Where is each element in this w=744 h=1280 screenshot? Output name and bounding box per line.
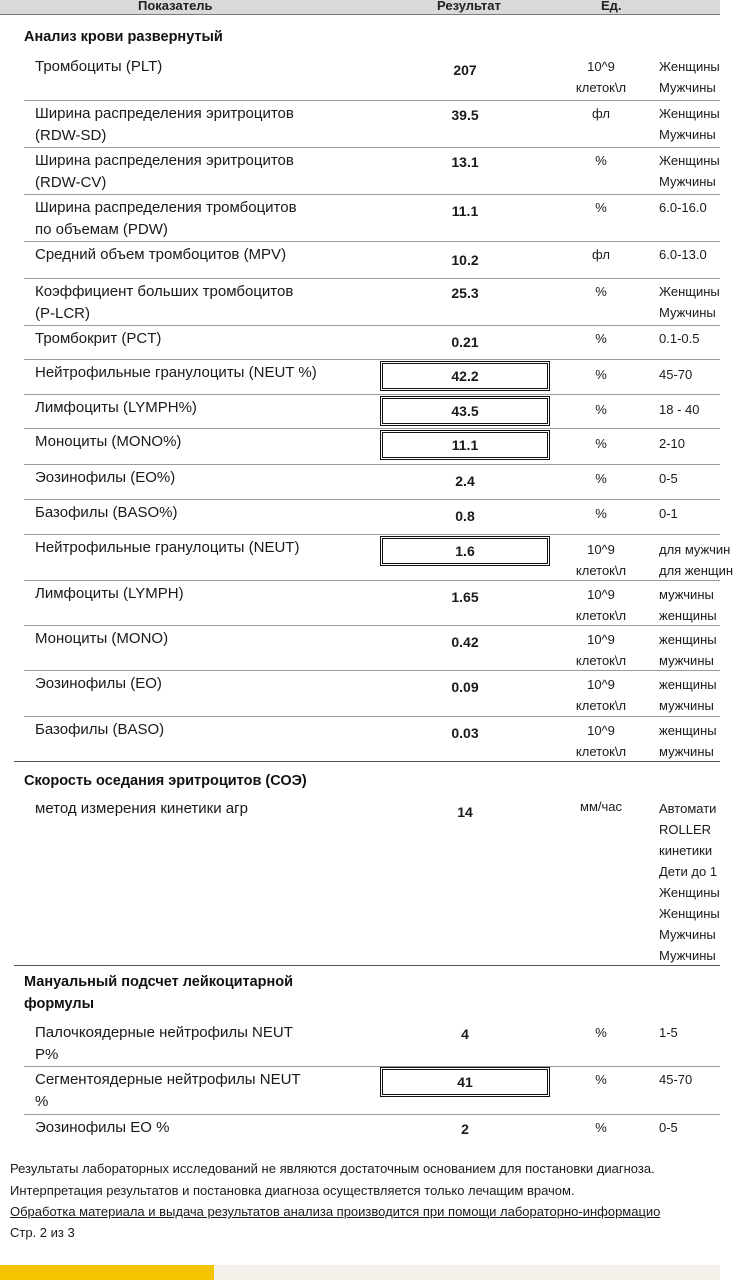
parameter-name xyxy=(35,537,355,559)
unit-cell xyxy=(554,56,648,98)
result-value: 2.4 xyxy=(455,473,475,489)
table-row xyxy=(24,1020,720,1067)
result-value: 39.5 xyxy=(451,107,479,123)
esr-ref-line: кинетики xyxy=(659,843,713,858)
unit-line: фл xyxy=(592,106,610,121)
table-row xyxy=(24,465,720,500)
esr-ref-line: Женщины xyxy=(659,885,720,900)
parameter-name xyxy=(35,673,355,695)
esr-unit: мм/час xyxy=(580,799,622,814)
unit-line: % xyxy=(595,506,607,521)
reference-line: Женщины xyxy=(659,59,720,74)
unit-line: 10^9 xyxy=(587,632,615,647)
unit-cell xyxy=(554,328,648,349)
result-value: 13.1 xyxy=(451,154,479,170)
parameter-name-line: (P-LCR) xyxy=(35,305,90,322)
footer-disclaimer: Результаты лабораторных исследований не являются достаточным основанием для постановки диагноза. xyxy=(10,1161,655,1176)
reference-line: Мужчины xyxy=(659,80,716,95)
reference-line: мужчины xyxy=(659,653,714,668)
parameter-name-line: Тромбокрит (PCT) xyxy=(35,330,162,347)
unit-cell xyxy=(554,720,648,762)
table-row xyxy=(24,626,720,671)
reference-range xyxy=(659,503,744,524)
unit-line: клеток\л xyxy=(575,563,627,578)
reference-line: 2-10 xyxy=(659,436,686,451)
table-row xyxy=(24,242,720,279)
unit-line: клеток\л xyxy=(575,698,627,713)
table-row xyxy=(24,671,720,717)
parameter-name xyxy=(35,328,355,350)
parameter-name xyxy=(35,197,355,241)
parameter-name xyxy=(35,103,355,147)
reference-line: Мужчины xyxy=(659,127,716,142)
reference-line: 0-1 xyxy=(659,506,678,521)
reference-line: женщины xyxy=(659,608,717,623)
section-title-manual-line: формулы xyxy=(24,996,95,1012)
reference-range: 1-5 xyxy=(659,1025,678,1040)
table-row xyxy=(24,360,720,395)
reference-line: Мужчины xyxy=(659,305,716,320)
esr-row xyxy=(24,796,720,966)
result-value: 11.1 xyxy=(451,203,479,219)
reference-line: 45-70 xyxy=(659,367,693,382)
unit-line: % xyxy=(595,331,607,346)
parameter-name xyxy=(35,628,355,650)
parameter-name-line: Средний объем тромбоцитов (MPV) xyxy=(35,246,287,263)
reference-range xyxy=(659,674,744,716)
reference-line: мужчины xyxy=(659,698,714,713)
parameter-name-line: Эозинофилы EO % xyxy=(35,1119,170,1136)
unit-cell: % xyxy=(595,1120,607,1135)
parameter-name xyxy=(35,1069,355,1113)
parameter-name xyxy=(35,1022,355,1066)
reference-line: 18 - 40 xyxy=(659,402,700,417)
table-row xyxy=(24,1067,720,1115)
unit-cell xyxy=(554,539,648,581)
reference-range xyxy=(659,281,744,323)
section-title-manual xyxy=(24,971,293,1015)
unit-line: % xyxy=(595,200,607,215)
unit-line: % xyxy=(595,284,607,299)
result-value: 25.3 xyxy=(451,285,479,301)
unit-cell xyxy=(554,584,648,626)
table-header xyxy=(0,0,720,15)
reference-range: 0-5 xyxy=(659,1120,678,1135)
table-row xyxy=(24,279,720,326)
table-row xyxy=(24,500,720,535)
reference-line: женщины xyxy=(659,723,717,738)
reference-range: 45-70 xyxy=(659,1072,693,1087)
unit-line: % xyxy=(595,471,607,486)
reference-line: для женщин xyxy=(659,563,734,578)
parameter-name-line: % xyxy=(35,1093,49,1110)
parameter-name-line: Базофилы (BASO) xyxy=(35,721,165,738)
unit-cell xyxy=(554,629,648,671)
parameter-name-line: Базофилы (BASO%) xyxy=(35,504,178,521)
reference-line: для мужчин xyxy=(659,542,731,557)
reference-line: мужчины xyxy=(659,587,714,602)
esr-ref-line: Мужчины xyxy=(659,927,716,942)
reference-line: Женщины xyxy=(659,153,720,168)
unit-line: 10^9 xyxy=(587,677,615,692)
bottom-bar xyxy=(0,1265,720,1280)
parameter-name-line: Нейтрофильные гранулоциты (NEUT %) xyxy=(35,364,317,381)
unit-cell xyxy=(554,364,648,385)
reference-line: Женщины xyxy=(659,106,720,121)
result-value: 10.2 xyxy=(451,252,479,268)
header-result: Результат xyxy=(437,0,501,13)
reference-range xyxy=(659,584,744,626)
parameter-name-line: Ширина распределения эритроцитов xyxy=(35,152,294,169)
esr-ref-line: Мужчины xyxy=(659,948,716,963)
result-value: 2 xyxy=(461,1121,469,1137)
reference-range xyxy=(659,197,744,218)
esr-name: метод измерения кинетики агр xyxy=(35,800,248,817)
parameter-name-line: Моноциты (MONO%) xyxy=(35,433,182,450)
parameter-name-line: Лимфоциты (LYMPH%) xyxy=(35,399,197,416)
unit-line: клеток\л xyxy=(575,744,627,759)
parameter-name-line: Коэффициент больших тромбоцитов xyxy=(35,283,294,300)
parameter-name-line: Тромбоциты (PLT) xyxy=(35,58,163,75)
unit-cell xyxy=(554,674,648,716)
unit-cell xyxy=(554,103,648,124)
unit-line: клеток\л xyxy=(575,608,627,623)
brand-stripe xyxy=(0,1265,214,1280)
table-row xyxy=(24,1115,720,1149)
unit-line: 10^9 xyxy=(587,723,615,738)
parameter-name-line: Ширина распределения эритроцитов xyxy=(35,105,294,122)
unit-cell xyxy=(554,150,648,171)
parameter-name xyxy=(35,1117,355,1139)
parameter-name xyxy=(35,150,355,194)
parameter-name-line: Моноциты (MONO) xyxy=(35,630,169,647)
table-row xyxy=(24,429,720,465)
unit-cell xyxy=(554,433,648,454)
header-name: Показатель xyxy=(138,0,213,13)
reference-range xyxy=(659,328,744,349)
reference-range xyxy=(659,103,744,145)
unit-cell xyxy=(554,244,648,265)
unit-cell xyxy=(554,399,648,420)
table-row xyxy=(24,148,720,195)
parameter-name xyxy=(35,397,355,419)
flagged-result: 42.2 xyxy=(380,361,550,391)
esr-ref-line: Женщины xyxy=(659,906,720,921)
page-number: Стр. 2 из 3 xyxy=(10,1225,75,1240)
parameter-name-line: Лимфоциты (LYMPH) xyxy=(35,585,184,602)
esr-result: 14 xyxy=(457,804,473,820)
unit-line: % xyxy=(595,367,607,382)
reference-range xyxy=(659,720,744,762)
reference-range xyxy=(659,150,744,192)
parameter-name-line: P% xyxy=(35,1046,59,1063)
result-value: 4 xyxy=(461,1026,469,1042)
esr-ref-line: Дети до 1 xyxy=(659,864,718,879)
section-title-esr: Скорость оседания эритроцитов (СОЭ) xyxy=(24,773,307,789)
footer-processing: Обработка материала и выдача результатов анализа производится при помощи лабораторно-информацио xyxy=(10,1204,661,1219)
parameter-name-line: Сегментоядерные нейтрофилы NEUT xyxy=(35,1071,301,1088)
flagged-result: 1.6 xyxy=(380,536,550,566)
header-unit: Ед. xyxy=(601,0,622,13)
reference-line: мужчины xyxy=(659,744,714,759)
unit-cell xyxy=(554,197,648,218)
reference-line: женщины xyxy=(659,632,717,647)
reference-range xyxy=(659,629,744,671)
table-row xyxy=(24,717,720,761)
unit-line: фл xyxy=(592,247,610,262)
parameter-name xyxy=(35,362,355,384)
parameter-name xyxy=(35,583,355,605)
result-value: 0.8 xyxy=(455,508,475,524)
reference-range xyxy=(659,539,744,581)
unit-line: клеток\л xyxy=(575,80,627,95)
esr-ref-line: ROLLER xyxy=(659,822,712,837)
parameter-name-line: Эозинофилы (EO) xyxy=(35,675,162,692)
section-divider xyxy=(14,761,720,762)
unit-line: % xyxy=(595,402,607,417)
parameter-name xyxy=(35,244,355,266)
parameter-name-line: по объемам (PDW) xyxy=(35,221,168,238)
parameter-name xyxy=(35,502,355,524)
parameter-name xyxy=(35,56,355,78)
section-title-cbc: Анализ крови развернутый xyxy=(24,29,223,45)
parameter-name xyxy=(35,719,355,741)
parameter-name xyxy=(35,431,355,453)
reference-line: 0-5 xyxy=(659,471,678,486)
unit-line: 10^9 xyxy=(587,587,615,602)
result-value: 0.03 xyxy=(451,725,479,741)
reference-line: женщины xyxy=(659,677,717,692)
parameter-name xyxy=(35,281,355,325)
unit-line: % xyxy=(595,153,607,168)
flagged-result: 11.1 xyxy=(380,430,550,460)
unit-line: 10^9 xyxy=(587,542,615,557)
unit-cell xyxy=(554,503,648,524)
unit-line: 10^9 xyxy=(587,59,615,74)
reference-line: 6.0-13.0 xyxy=(659,247,707,262)
unit-cell: % xyxy=(595,1025,607,1040)
table-row xyxy=(24,395,720,429)
section-divider xyxy=(14,965,720,966)
reference-range xyxy=(659,468,744,489)
unit-cell: % xyxy=(595,1072,607,1087)
result-value: 1.65 xyxy=(451,589,479,605)
unit-cell xyxy=(554,281,648,302)
table-row xyxy=(24,535,734,581)
reference-line: Мужчины xyxy=(659,174,716,189)
parameter-name-line: Эозинофилы (EO%) xyxy=(35,469,176,486)
section-title-manual-line: Мануальный подсчет лейкоцитарной xyxy=(24,974,294,990)
parameter-name xyxy=(35,467,355,489)
table-row xyxy=(24,54,720,101)
reference-range xyxy=(659,56,744,98)
footer-interpretation: Интерпретация результатов и постановка диагноза осуществляется только лечащим врачом. xyxy=(10,1183,575,1198)
reference-range xyxy=(659,244,744,265)
parameter-name-line: (RDW-CV) xyxy=(35,174,107,191)
table-row xyxy=(24,326,720,360)
esr-reference xyxy=(659,798,744,966)
result-value: 207 xyxy=(453,62,477,78)
table-row xyxy=(24,195,720,242)
unit-cell xyxy=(554,468,648,489)
reference-range xyxy=(659,399,744,420)
flagged-result: 41 xyxy=(380,1067,550,1097)
esr-ref-line: Автомати xyxy=(659,801,717,816)
result-value: 0.09 xyxy=(451,679,479,695)
reference-range xyxy=(659,364,744,385)
reference-range xyxy=(659,433,744,454)
reference-line: 0.1-0.5 xyxy=(659,331,700,346)
table-row xyxy=(24,101,720,148)
result-value: 0.42 xyxy=(451,634,479,650)
parameter-name-line: Ширина распределения тромбоцитов xyxy=(35,199,297,216)
unit-line: клеток\л xyxy=(575,653,627,668)
parameter-name-line: (RDW-SD) xyxy=(35,127,107,144)
unit-line: % xyxy=(595,436,607,451)
reference-line: 6.0-16.0 xyxy=(659,200,707,215)
reference-line: Женщины xyxy=(659,284,720,299)
parameter-name-line: Нейтрофильные гранулоциты (NEUT) xyxy=(35,539,300,556)
result-value: 0.21 xyxy=(451,334,479,350)
parameter-name-line: Палочкоядерные нейтрофилы NEUT xyxy=(35,1024,293,1041)
flagged-result: 43.5 xyxy=(380,396,550,426)
table-row xyxy=(24,581,720,626)
